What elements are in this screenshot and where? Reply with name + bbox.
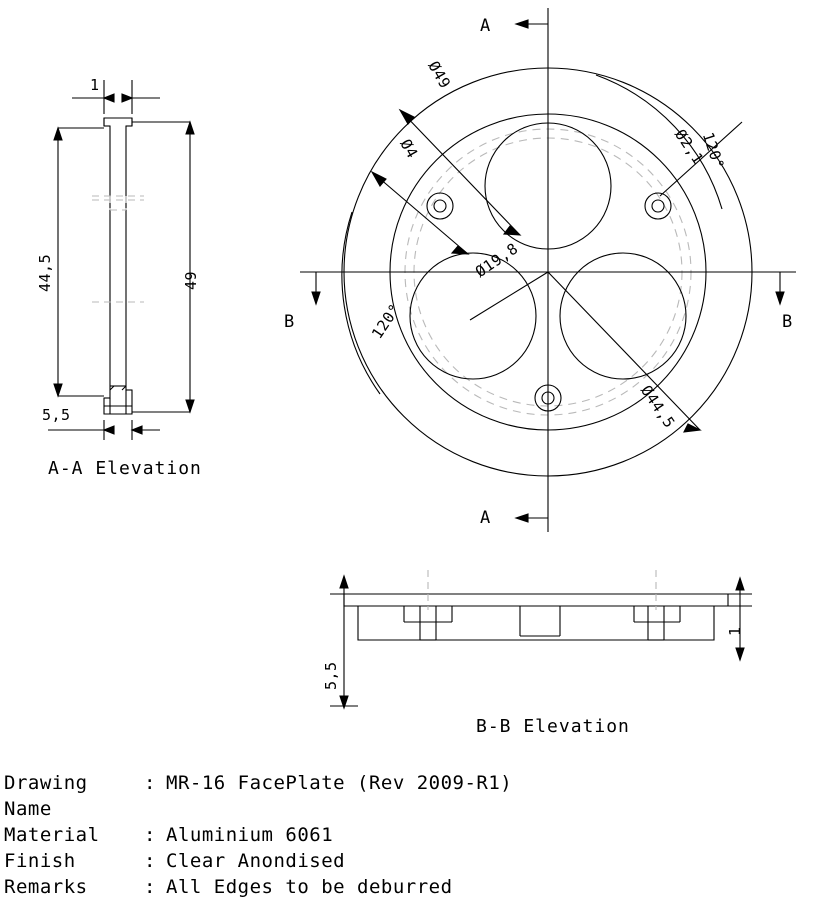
side-view-hidden-lines <box>92 196 144 302</box>
colon-material: : <box>144 824 156 846</box>
dim-label-thickness-1: 1 <box>90 76 100 94</box>
section-letter-b-left: B <box>284 312 295 332</box>
caption-aa-elevation: A-A Elevation <box>48 458 202 479</box>
dim-49-side <box>132 122 194 412</box>
dim-label-dia-2-1: Ø2,1 <box>671 126 708 168</box>
section-line-aa <box>516 8 548 532</box>
section-letter-a-top: A <box>480 16 491 36</box>
value-finish: Clear Anondised <box>166 850 346 872</box>
title-block-row-finish <box>4 848 512 874</box>
title-block-row-drawing-name <box>4 770 512 822</box>
colon-drawing-name: : <box>144 772 156 794</box>
section-letter-a-bottom: A <box>480 508 491 528</box>
dim-thickness-1 <box>72 80 160 114</box>
dim-44-5 <box>54 128 104 396</box>
value-drawing-name: MR-16 FacePlate (Rev 2009-R1) <box>166 772 513 794</box>
dim-label-1-bottom: 1 <box>726 626 744 636</box>
title-block <box>4 770 512 900</box>
colon-remarks: : <box>144 876 156 898</box>
caption-bb-elevation: B-B Elevation <box>476 716 630 737</box>
dim-label-44-5: 44,5 <box>36 253 54 292</box>
value-remarks: All Edges to be deburred <box>166 876 453 898</box>
bottom-view-geometry <box>344 594 728 640</box>
dim-label-5-5-bottom: 5,5 <box>322 661 340 690</box>
dim-label-49-side: 49 <box>182 270 200 290</box>
dim-label-dia-19-8: Ø19,8 <box>472 239 522 281</box>
dim-label-dia-49: Ø49 <box>424 58 455 92</box>
value-material: Aluminium 6061 <box>166 824 334 846</box>
label-finish: Finish <box>4 850 76 872</box>
label-material: Material <box>4 824 100 846</box>
side-view-geometry <box>104 118 132 414</box>
label-remarks: Remarks <box>4 876 88 898</box>
colon-finish: : <box>144 850 156 872</box>
dim-label-dia-4: Ø4 <box>396 136 422 162</box>
dim-label-angle-2: 120° <box>368 300 405 343</box>
section-letter-b-right: B <box>782 312 793 332</box>
title-block-row-remarks <box>4 874 512 900</box>
dim-label-dia-44-5: Ø44,5 <box>637 382 679 432</box>
title-block-row-material <box>4 822 512 848</box>
bottom-view-hidden-lines <box>428 570 656 610</box>
dim-label-5-5-side: 5,5 <box>42 406 71 424</box>
dim-1-bottom <box>728 578 752 660</box>
label-drawing-name: Drawing Name <box>4 772 88 820</box>
dim-label-angle-1: 120° <box>698 130 728 172</box>
